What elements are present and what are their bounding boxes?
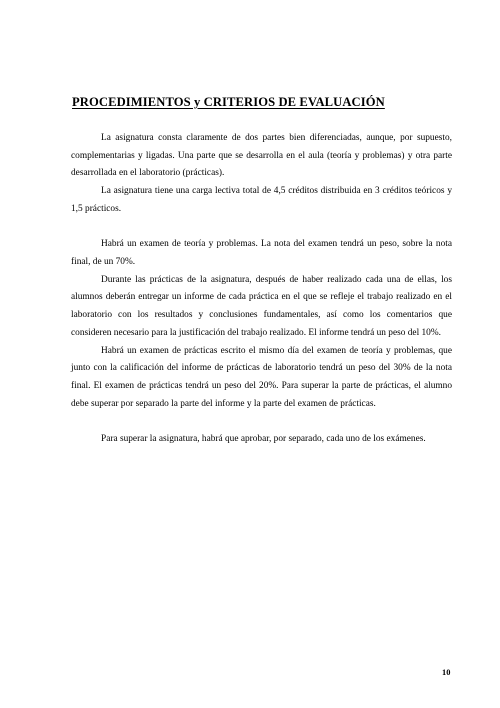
paragraph-lab-report: Durante las prácticas de la asignatura, después de haber realizado cada una de ellas, los alumnos deberán entregar un informe de cada práctica en el que se refleje el trabajo realizado en el laboratorio con los resultados y conclusiones fundamentales, así como los comentarios que consideren necesario para la justificación del trabajo realizado. El informe tendrá un peso del 10%. xyxy=(71,274,452,338)
paragraph-pass-requirement: Para superar la asignatura, habrá que aprobar, por separado, cada uno de los exámenes. xyxy=(101,434,426,445)
paragraph-theory-exam: Habrá un examen de teoría y problemas. La nota del examen tendrá un peso, sobre la nota final, de un 70%. xyxy=(71,239,452,268)
section-heading: PROCEDIMIENTOS y CRITERIOS DE EVALUACIÓN xyxy=(72,95,385,109)
body-text xyxy=(71,130,452,449)
page-number: 10 xyxy=(442,668,451,677)
paragraph-spacer xyxy=(71,413,452,431)
paragraph-credit-load: La asignatura tiene una carga lectiva total de 4,5 créditos distribuida en 3 créditos teóricos y 1,5 prácticos. xyxy=(71,186,452,214)
paragraph-practical-exam: Habrá un examen de prácticas escrito el mismo día del examen de teoría y problemas, que junto con la calificación del informe de prácticas de laboratorio tendrá un peso del 30% de la nota final. El examen de prácticas tendrá un peso del 20%. Para superar la parte de prácticas, el alumno debe superar por separado la parte del informe y la parte del examen de prácticas. xyxy=(71,345,452,409)
paragraph-course-structure: La asignatura consta claramente de dos partes bien diferenciadas, aunque, por supuesto, complementarias y ligadas. Una parte que se desarrolla en el aula (teoría y problemas) y otra parte desarrollada en el laboratorio (prácticas). xyxy=(71,133,452,179)
paragraph-spacer xyxy=(71,219,452,237)
